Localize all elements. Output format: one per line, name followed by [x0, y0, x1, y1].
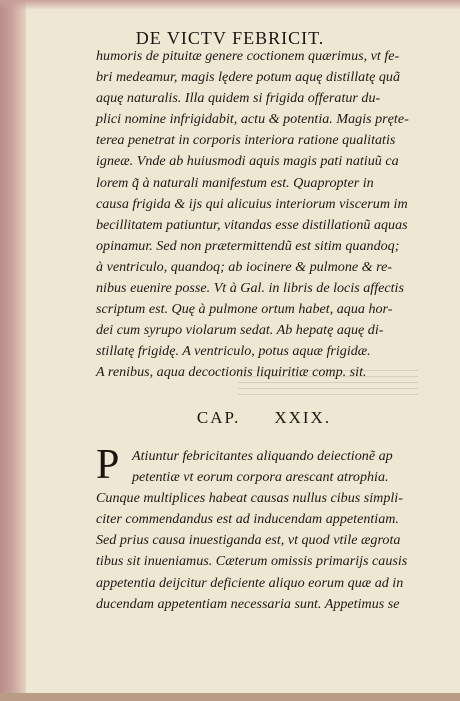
page-bottom-edge	[0, 693, 460, 701]
text-line: A renibus, aqua decoctionis liquiritiæ comp. sit.	[96, 364, 367, 381]
chapter-heading	[96, 408, 432, 428]
text-line: scriptum est. Quę à pulmone ortum habet, aqua hor-	[96, 301, 393, 318]
drop-cap: P	[96, 442, 120, 488]
text-line: humoris de pituitæ genere coctionem quærimus, vt fe-	[96, 48, 400, 64]
paragraph-2	[96, 442, 432, 615]
text-line: dei cum syrupo violarum sedat. Ab hepatę aquę di-	[96, 322, 384, 339]
text-line: tibus sit inueniamus. Cæterum omissis primarijs causis	[96, 553, 408, 570]
chapter-label: CAP.	[196, 408, 241, 427]
text-line: bri medeamur, magis lędere potum aquę distillatę quã	[96, 69, 401, 86]
chapter-number: XXIX.	[274, 408, 332, 427]
text-line: ducendam appetentiam necessaria sunt. Appetimus se	[96, 595, 400, 612]
text-line: lorem q̃ à naturali manifestum est. Quapropter in	[96, 174, 374, 191]
top-edge-stain	[0, 0, 460, 10]
text-line: terea penetrat in corporis interiora ratione qualitatis	[96, 132, 396, 149]
text-line: causa frigida & ijs qui alicuius interiorum viscerum im	[96, 195, 408, 212]
text-line: petentiæ vt eorum corpora arescant atrophia.	[132, 469, 389, 486]
text-line: nibus euenire posse. Vt à Gal. in libris de locis affectis	[96, 280, 404, 297]
running-head: DE VICTV FEBRICIT.	[135, 28, 325, 48]
text-line: igneæ. Vnde ab huiusmodi aquis magis pati natiuũ ca	[96, 153, 399, 170]
text-line: plici nomine infrigidabit, actu & potentia. Magis pręte-	[96, 111, 409, 128]
text-line: à ventriculo, quandoq; ab iocinere & pulmone & re-	[96, 258, 393, 275]
text-line: Cunque multiplices habeat causas nullus cibus simpli-	[96, 490, 403, 507]
text-line: stillatę frigidę. A ventriculo, potus aquæ frigidæ.	[96, 343, 371, 360]
text-line: appetentia deijcitur deficiente aliquo eorum quæ ad in	[96, 574, 404, 591]
text-line: aquę naturalis. Illa quidem si frigida offeratur du-	[96, 90, 381, 107]
text-line: Atiuntur febricitantes aliquando deiectionẽ ap	[132, 448, 393, 464]
text-line: becillitatem patiuntur, vitandas esse distillationũ aquas	[96, 216, 408, 233]
text-line: Sed prius causa inuestiganda est, vt quod vtile ægrota	[96, 532, 401, 549]
paragraph-1	[96, 46, 432, 384]
text-line: citer commendandus est ad inducendam appetentiam.	[96, 511, 399, 528]
page-edge-stain	[0, 0, 26, 701]
text-line: opinamur. Sed non prætermittendũ est sitim quandoq;	[96, 237, 400, 254]
